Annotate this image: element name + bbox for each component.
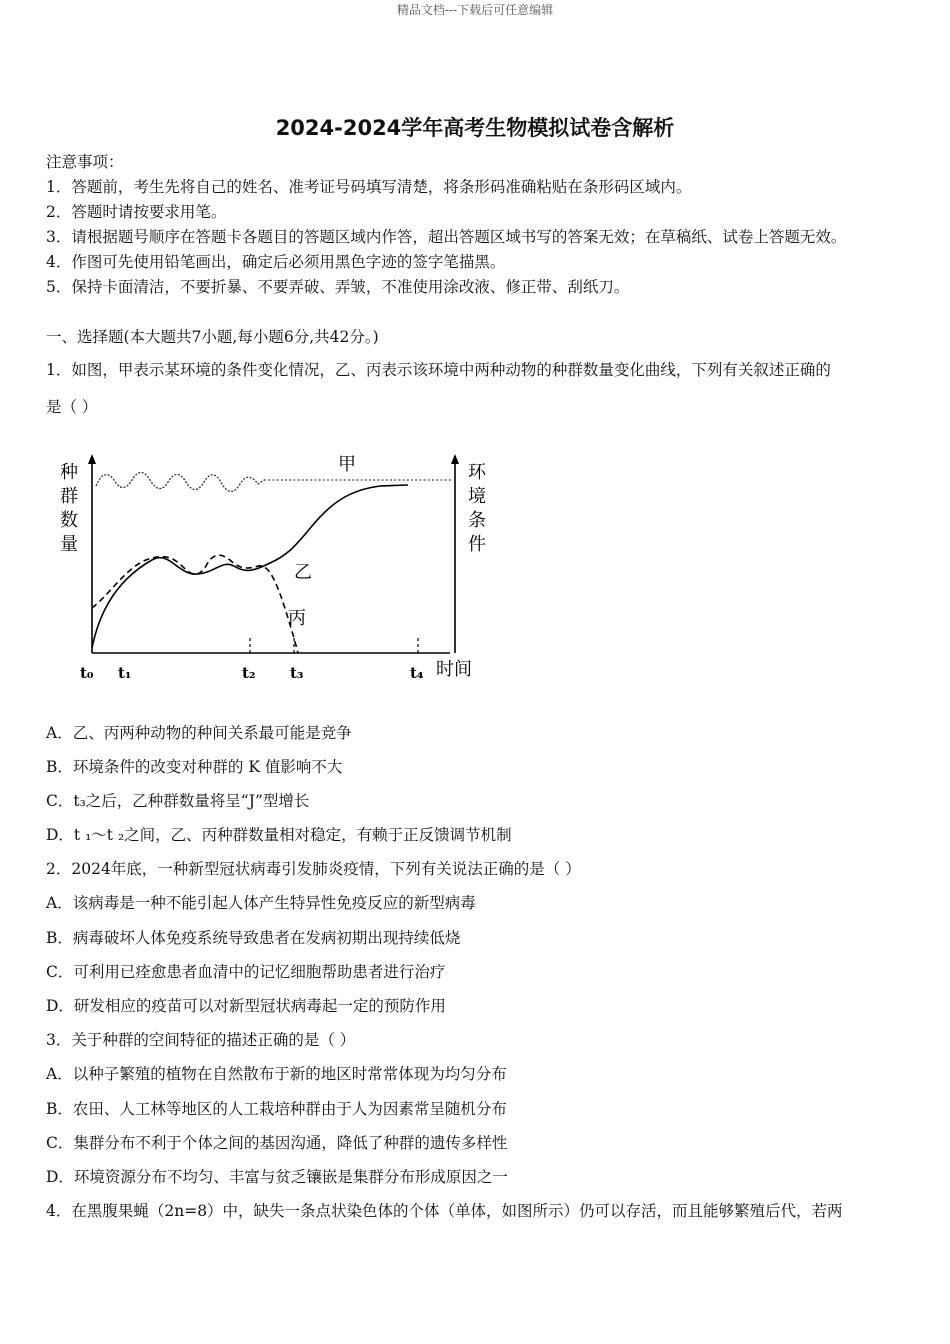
- q3-option-a: A．以种子繁殖的植物在自然散布于新的地区时常常体现为均匀分布: [46, 1065, 507, 1083]
- q2-option-b: B．病毒破坏人体免疫系统导致患者在发病初期出现持续低烧: [46, 929, 461, 947]
- right-label-char: 境: [468, 486, 486, 507]
- q1-option-a: A．乙、丙两种动物的种间关系最可能是竞争: [46, 724, 352, 742]
- q2-option-a: A．该病毒是一种不能引起人体产生特异性免疫反应的新型病毒: [46, 894, 476, 912]
- q1-option-b: B．环境条件的改变对种群的 K 值影响不大: [46, 758, 343, 776]
- label-bing: 丙: [288, 608, 306, 629]
- y-label-char: 群: [60, 486, 78, 507]
- y-label-char: 数: [60, 510, 78, 531]
- y-axis-arrow: [88, 454, 96, 464]
- question-3-stem: 3．关于种群的空间特征的描述正确的是（ ）: [46, 1031, 356, 1049]
- y-label-char: 种: [60, 462, 78, 483]
- curve-bing: [92, 555, 298, 653]
- question-1-stem-cont: 是（ ）: [46, 398, 98, 416]
- right-label-char: 环: [468, 462, 486, 483]
- label-jia: 甲: [338, 454, 356, 475]
- question-1-stem: 1．如图，甲表示某环境的条件变化情况，乙、丙表示该环境中两种动物的种群数量变化曲线，下列有关叙述正确的: [46, 361, 831, 379]
- tick-label: t₁: [118, 664, 132, 682]
- question-2-stem: 2．2024年底，一种新型冠状病毒引发肺炎疫情，下列有关说法正确的是（ ）: [46, 860, 581, 878]
- notice-item: 1．答题前，考生先将自己的姓名、准考证号码填写清楚，将条形码准确粘贴在条形码区域内。: [46, 178, 692, 196]
- page-header-note: 精品文档---下载后可任意编辑: [396, 3, 554, 17]
- section-heading: 一、选择题(本大题共7小题,每小题6分,共42分。): [46, 328, 379, 346]
- notice-heading: 注意事项：: [46, 153, 124, 171]
- q2-option-d: D．研发相应的疫苗可以对新型冠状病毒起一定的预防作用: [46, 997, 446, 1015]
- notice-item: 3．请根据题号顺序在答题卡各题目的答题区域内作答，超出答题区域书写的答案无效；在草稿纸、试卷上答题无效。: [46, 228, 847, 246]
- right-label-char: 条: [468, 510, 486, 531]
- q3-option-c: C．集群分布不利于个体之间的基因沟通，降低了种群的遗传多样性: [46, 1134, 508, 1152]
- curve-yi: [92, 485, 408, 648]
- tick-label: t₀: [80, 664, 94, 682]
- notice-item: 5．保持卡面清洁，不要折暴、不要弄破、弄皱，不准使用涂改液、修正带、刮纸刀。: [46, 278, 630, 296]
- tick-label: t₃: [290, 664, 304, 682]
- notice-item: 2．答题时请按要求用笔。: [46, 203, 227, 221]
- q1-option-d: D．t ₁～t ₂之间，乙、丙种群数量相对稳定，有赖于正反馈调节机制: [46, 826, 512, 844]
- page-title: 2024-2024学年高考生物模拟试卷含解析: [275, 116, 675, 140]
- x-axis-label: 时间: [436, 659, 472, 680]
- q3-option-d: D．环境资源分布不均匀、丰富与贫乏镶嵌是集群分布形成原因之一: [46, 1168, 508, 1186]
- question-4-stem: 4．在黑腹果蝇（2n=8）中，缺失一条点状染色体的个体（单体，如图所示）仍可以存活，而且能够繁殖后代，若两: [46, 1202, 843, 1220]
- right-label-char: 件: [468, 534, 486, 555]
- q3-option-b: B．农田、人工林等地区的人工栽培种群由于人为因素常呈随机分布: [46, 1100, 507, 1118]
- q2-option-c: C．可利用已痊愈患者血清中的记忆细胞帮助患者进行治疗: [46, 963, 446, 981]
- label-yi: 乙: [294, 562, 312, 583]
- y-label-char: 量: [60, 534, 78, 555]
- population-curve-figure: [50, 448, 500, 688]
- curve-jia: [96, 473, 264, 492]
- right-axis-arrow: [451, 454, 459, 464]
- tick-label: t₂: [242, 664, 256, 682]
- notice-item: 4．作图可先使用铅笔画出，确定后必须用黑色字迹的签字笔描黑。: [46, 253, 506, 271]
- q1-option-c: C．t₃之后，乙种群数量将呈“J”型增长: [46, 792, 310, 810]
- tick-label: t₄: [410, 664, 424, 682]
